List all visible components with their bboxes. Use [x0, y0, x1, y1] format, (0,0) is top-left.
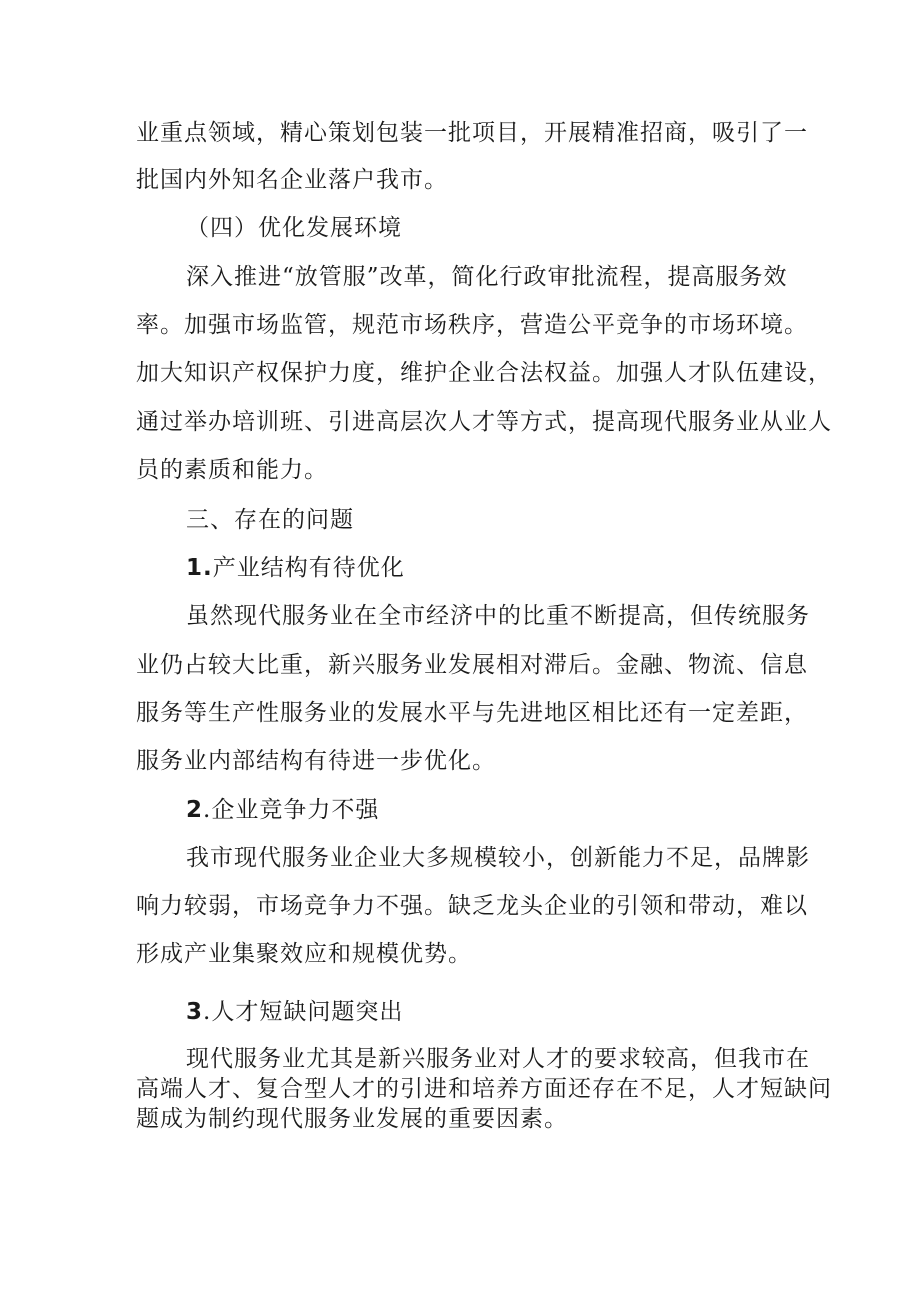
- para-1-line-1: 虽然现代服务业在全市经济中的比重不断提高，但传统服务: [186, 603, 810, 629]
- para-four-line-3: 加大知识产权保护力度，维护企业合法权益。加强人才队伍建设，: [136, 360, 832, 386]
- subheading-3-number: 3: [186, 999, 204, 1025]
- subheading-2-number: 2: [186, 797, 204, 823]
- subheading-2: [186, 795, 379, 825]
- para-2-line-2: 响力较弱，市场竞争力不强。缺乏龙头企业的引领和带动，难以: [136, 893, 808, 919]
- subheading-1: [186, 553, 405, 583]
- para-1-line-4: 服务业内部结构有待进一步优化。: [136, 748, 496, 774]
- para-3-line-3: 题成为制约现代服务业发展的重要因素。: [136, 1106, 568, 1132]
- para-four-line-5: 员的素质和能力。: [136, 457, 328, 483]
- intro-line-2: 批国内外知名企业落户我市。: [136, 167, 448, 193]
- subheading-3-text: .人才短缺问题突出: [203, 999, 404, 1025]
- subheading-1-number: 1.: [186, 555, 213, 581]
- para-2-line-1: 我市现代服务业企业大多规模较小，创新能力不足，品牌影: [186, 845, 810, 871]
- para-1-line-3: 服务等生产性服务业的发展水平与先进地区相比还有一定差距，: [136, 700, 808, 726]
- para-3-line-2: 高端人才、复合型人才的引进和培养方面还存在不足，人才短缺问: [136, 1076, 832, 1102]
- intro-line-1: 业重点领域，精心策划包装一批项目，开展精准招商，吸引了一: [136, 120, 808, 146]
- section-heading-three: 三、存在的问题: [186, 507, 354, 533]
- para-2-line-3: 形成产业集聚效应和规模优势。: [136, 941, 472, 967]
- subheading-2-text: .企业竞争力不强: [203, 797, 380, 823]
- section-heading-four: （四）优化发展环境: [186, 215, 402, 241]
- para-1-line-2: 业仍占较大比重，新兴服务业发展相对滞后。金融、物流、信息: [136, 652, 808, 678]
- subheading-1-text: 产业结构有待优化: [212, 555, 405, 581]
- subheading-3: [186, 997, 403, 1027]
- para-3-line-1: 现代服务业尤其是新兴服务业对人才的要求较高，但我市在: [186, 1046, 810, 1072]
- para-four-line-2: 率。加强市场监管，规范市场秩序，营造公平竞争的市场环境。: [136, 312, 808, 338]
- para-four-line-4: 通过举办培训班、引进高层次人才等方式，提高现代服务业从业人: [136, 409, 832, 435]
- para-four-line-1: 深入推进“放管服”改革，简化行政审批流程，提高服务效: [186, 264, 788, 290]
